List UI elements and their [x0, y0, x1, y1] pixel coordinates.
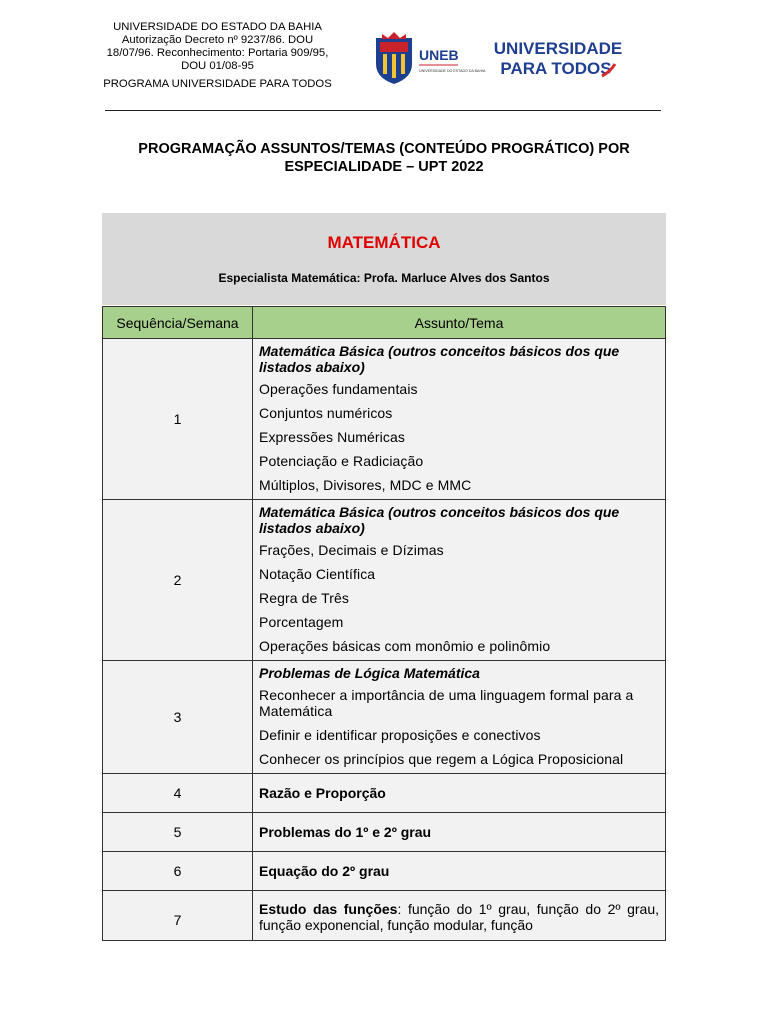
sequence-cell: 6: [103, 852, 253, 891]
upt-logo-line2: PARA TODOS: [500, 59, 612, 78]
specialist-name: Especialista Matemática: Profa. Marluce Alves dos Santos: [218, 271, 550, 285]
table-row: [103, 813, 666, 852]
topic-cell: [253, 774, 666, 813]
document-title: PROGRAMAÇÃO ASSUNTOS/TEMAS (CONTEÚDO PROGRÁTICO) POR ESPECIALIDADE – UPT 2022: [138, 141, 630, 175]
table-row: [103, 661, 666, 774]
subject-name: MATEMÁTICA: [327, 233, 441, 252]
topic-cell: [253, 661, 666, 774]
topic-description: [259, 901, 659, 933]
topic-item: Operações fundamentais: [259, 381, 418, 397]
sequence-cell: 1: [103, 339, 253, 500]
table-row: [103, 339, 666, 500]
topic-item: Regra de Três: [259, 590, 350, 606]
topic-item: Conjuntos numéricos: [259, 405, 393, 421]
topic-cell: [253, 891, 666, 941]
topic-item: Reconhecer a importância de uma linguagem formal para a Matemática: [259, 687, 634, 719]
uneb-shield-icon: [376, 32, 412, 84]
topic-item: Porcentagem: [259, 614, 344, 630]
uneb-logo: [374, 30, 486, 86]
sequence-cell: 4: [103, 774, 253, 813]
sequence-cell: 7: [103, 891, 253, 941]
column-header-topic: Assunto/Tema: [253, 307, 666, 339]
subject-panel: [102, 213, 666, 305]
table-row: [103, 500, 666, 661]
topic-cell: [253, 500, 666, 661]
topic-item: Conhecer os princípios que regem a Lógica Proposicional: [259, 751, 624, 767]
topic-title: Problemas do 1º e 2º grau: [259, 824, 432, 840]
topic-details: : função do 1º grau, função do 2º grau, função exponencial, função modular, função: [259, 900, 659, 933]
program-table: [102, 306, 666, 941]
sequence-cell: 5: [103, 813, 253, 852]
topic-title: Estudo das funções: [259, 900, 398, 917]
sequence-cell: 2: [103, 500, 253, 661]
sequence-cell: 3: [103, 661, 253, 774]
table-row: [103, 852, 666, 891]
university-name: UNIVERSIDADE DO ESTADO DA BAHIA: [113, 21, 322, 33]
topic-item: Expressões Numéricas: [259, 429, 405, 445]
upt-logo: [493, 36, 623, 82]
table-row: [103, 774, 666, 813]
topic-item: Operações básicas com monômio e polinômio: [259, 638, 551, 654]
authorization-text: Autorização Decreto nº 9237/86. DOU 18/07/96. Reconhecimento: Portaria 909/95, DOU 01/08-95: [106, 34, 329, 72]
uneb-logo-subtext: UNIVERSIDADE DO ESTADO DA BAHIA: [419, 69, 486, 73]
topic-item: Múltiplos, Divisores, MDC e MMC: [259, 477, 472, 493]
upt-logo-line1: UNIVERSIDADE: [493, 39, 623, 58]
topic-item: Notação Científica: [259, 566, 376, 582]
topic-cell: [253, 852, 666, 891]
uneb-logo-text: UNEB: [419, 47, 459, 63]
header-divider: [105, 110, 661, 111]
topic-item: Potenciação e Radiciação: [259, 453, 424, 469]
topic-title: Razão e Proporção: [259, 785, 386, 801]
program-name: PROGRAMA UNIVERSIDADE PARA TODOS: [103, 78, 332, 90]
institution-header: [100, 21, 335, 91]
topic-item: Frações, Decimais e Dízimas: [259, 542, 444, 558]
topic-title: Equação do 2º grau: [259, 863, 390, 879]
topic-cell: [253, 339, 666, 500]
table-row: [103, 891, 666, 941]
topic-heading: Problemas de Lógica Matemática: [259, 665, 480, 681]
topic-heading: Matemática Básica (outros conceitos básicos dos que listados abaixo): [259, 343, 620, 375]
topic-item: Definir e identificar proposições e conectivos: [259, 727, 541, 743]
topic-cell: [253, 813, 666, 852]
topic-heading: Matemática Básica (outros conceitos básicos dos que listados abaixo): [259, 504, 620, 536]
column-header-sequence: Sequência/Semana: [103, 307, 253, 339]
table-header-row: [103, 307, 666, 339]
